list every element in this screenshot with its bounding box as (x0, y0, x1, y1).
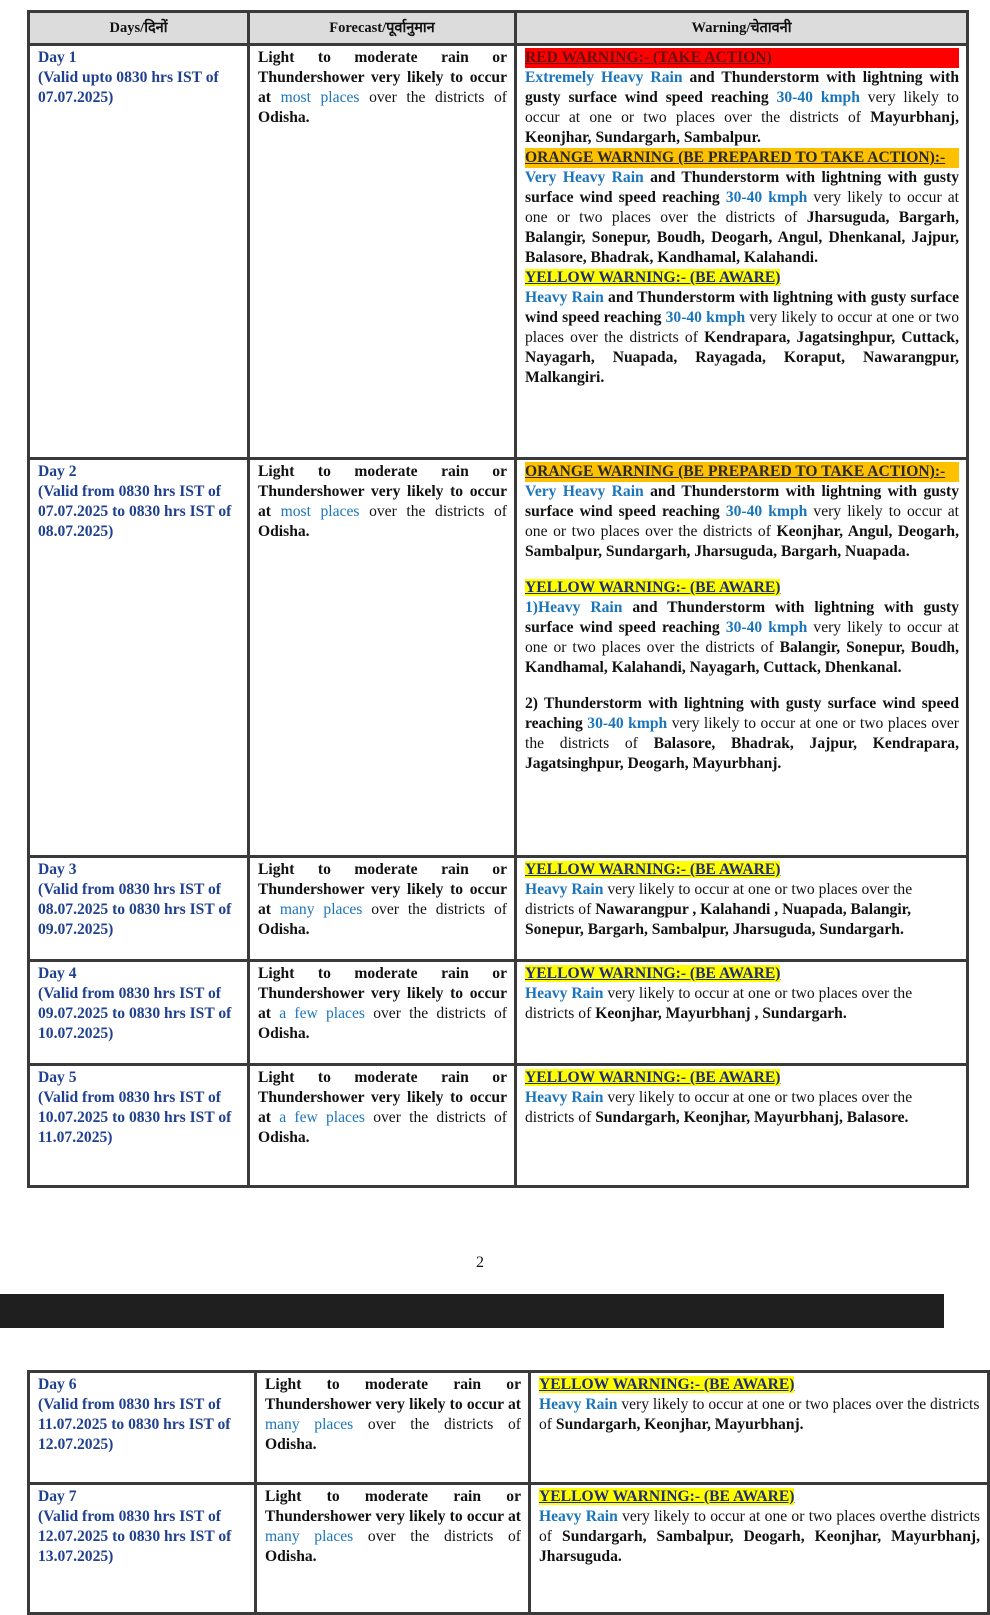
day-label: Day 4 (38, 965, 77, 982)
yellow-warning-badge: YELLOW WARNING:- (BE AWARE) (539, 1488, 795, 1505)
day-label: Day 5 (38, 1069, 77, 1086)
document-page-2 (0, 1328, 980, 1600)
district-list: Keonjhar, Angul, Deogarh, Sambalpur, Sundargarh, Jharsuguda, Bargarh, Nuapada. (525, 523, 959, 560)
forecast-cell: Light to moderate rain or Thundershower very likely to occur at many places over the districts of Odisha. (256, 1484, 530, 1614)
day-validity: (Valid from 0830 hrs IST of 09.07.2025 to 0830 hrs IST of 10.07.2025) (38, 985, 232, 1042)
forecast-warning-table (27, 10, 969, 1188)
district-list: Sundargarh, Sambalpur, Deogarh, Keonjhar, Mayurbhanj, Jharsuguda. (539, 1528, 980, 1565)
table-row (29, 1372, 989, 1484)
forecast-places: many places (279, 901, 363, 918)
day-label: Day 3 (38, 861, 77, 878)
district-list: Sundargarh, Keonjhar, Mayurbhanj, Balasore. (595, 1109, 909, 1126)
yellow-warning-badge: YELLOW WARNING:- (BE AWARE) (539, 1376, 795, 1393)
district-list: Balasore, Bhadrak, Jajpur, Kendrapara, Jagatsinghpur, Deogarh, Mayurbhanj. (525, 735, 959, 772)
forecast-cell: Light to moderate rain or Thundershower very likely to occur at most places over the districts of Odisha. (249, 459, 516, 857)
table-row (29, 1065, 968, 1187)
table-row (29, 961, 968, 1065)
day-cell (29, 1372, 256, 1484)
orange-warning-badge: ORANGE WARNING (BE PREPARED TO TAKE ACTION):- (525, 462, 959, 482)
yellow-warning-badge: YELLOW WARNING:- (BE AWARE) (525, 1069, 781, 1086)
forecast-places: most places (280, 503, 360, 520)
day-cell (29, 961, 249, 1065)
day-validity: (Valid upto 0830 hrs IST of 07.07.2025) (38, 69, 219, 106)
table-row (29, 857, 968, 961)
forecast-cell: Light to moderate rain or Thundershower very likely to occur at a few places over the districts of Odisha. (249, 1065, 516, 1187)
header-days: Days/दिनों (29, 12, 249, 45)
yellow-warning-badge: YELLOW WARNING:- (BE AWARE) (525, 579, 781, 596)
district-list: Mayurbhanj, Keonjhar, Sundargarh, Sambalpur. (525, 109, 959, 146)
forecast-warning-table-continued (27, 1370, 990, 1615)
day-validity: (Valid from 0830 hrs IST of 11.07.2025 to 0830 hrs IST of 12.07.2025) (38, 1396, 231, 1453)
forecast-places: a few places (279, 1005, 365, 1022)
page-number: 2 (476, 1254, 484, 1271)
warning-cell: ORANGE WARNING (BE PREPARED TO TAKE ACTION):- Very Heavy Rain and Thunderstorm with lightning with gusty surface wind speed reaching 30-40 kmph very likely to occur at one or two places over the districts of Keonjhar, Angul, Deogarh, Sambalpur, Sundargarh, Jharsuguda, Bargarh, Nuapada. YELLOW WARNING:- (BE AWARE) 1)Heavy Rain and Thunderstorm with lightning with gusty surface wind speed reaching 30-40 kmph very likely to occur at one or two places over the districts of Balangir, Sonepur, Boudh, Kandhamal, Kalahandi, Nayagarh, Cuttack, Dhenkanal. 2) Thunderstorm with lightning with gusty surface wind speed reaching 30-40 kmph very likely to occur at one or two places over the districts of Balasore, Bhadrak, Jajpur, Kendrapara, Jagatsinghpur, Deogarh, Mayurbhanj. (516, 459, 968, 857)
district-list: Sundargarh, Keonjhar, Mayurbhanj. (555, 1416, 804, 1433)
day-label: Day 7 (38, 1488, 77, 1505)
warning-cell: YELLOW WARNING:- (BE AWARE) Heavy Rain very likely to occur at one or two places overthe districts of Sundargarh, Sambalpur, Deogarh, Keonjhar, Mayurbhanj, Jharsuguda. (530, 1484, 989, 1614)
day-cell (29, 459, 249, 857)
forecast-places: most places (280, 89, 360, 106)
yellow-warning-badge: YELLOW WARNING:- (BE AWARE) (525, 861, 781, 878)
day-validity: (Valid from 0830 hrs IST of 08.07.2025 to 0830 hrs IST of 09.07.2025) (38, 881, 232, 938)
day-cell (29, 1484, 256, 1614)
warning-cell: RED WARNING:- (TAKE ACTION) Extremely Heavy Rain and Thunderstorm with lightning with gusty surface wind speed reaching 30-40 kmph very likely to occur at one or two places over the districts of Mayurbhanj, Keonjhar, Sundargarh, Sambalpur. ORANGE WARNING (BE PREPARED TO TAKE ACTION):- Very Heavy Rain and Thunderstorm with lightning with gusty surface wind speed reaching 30-40 kmph very likely to occur at one or two places over the districts of Jharsuguda, Bargarh, Balangir, Sonepur, Boudh, Deogarh, Angul, Dhenkanal, Jajpur, Balasore, Bhadrak, Kandhamal, Kalahandi. YELLOW WARNING:- (BE AWARE) Heavy Rain and Thunderstorm with lightning with gusty surface wind speed reaching 30-40 kmph very likely to occur at one or two places over the districts of Kendrapara, Jagatsinghpur, Cuttack, Nayagarh, Nuapada, Rayagada, Koraput, Nawarangpur, Malkangiri. (516, 45, 968, 459)
orange-warning-badge: ORANGE WARNING (BE PREPARED TO TAKE ACTION):- (525, 148, 959, 168)
warning-cell: YELLOW WARNING:- (BE AWARE) Heavy Rain very likely to occur at one or two places over the districts of Sundargarh, Keonjhar, Mayurbhanj, Balasore. (516, 1065, 968, 1187)
day-label: Day 6 (38, 1376, 77, 1393)
table-header-row (29, 12, 968, 45)
forecast-cell: Light to moderate rain or Thundershower very likely to occur at most places over the districts of Odisha. (249, 45, 516, 459)
day-cell (29, 1065, 249, 1187)
forecast-places: a few places (279, 1109, 365, 1126)
district-list: Balangir, Sonepur, Boudh, Kandhamal, Kalahandi, Nayagarh, Cuttack, Dhenkanal. (525, 639, 959, 676)
day-cell (29, 45, 249, 459)
district-list: Kendrapara, Jagatsinghpur, Cuttack, Nayagarh, Nuapada, Rayagada, Koraput, Nawarangpur, Malkangiri. (525, 329, 959, 386)
day-validity: (Valid from 0830 hrs IST of 07.07.2025 to 0830 hrs IST of 08.07.2025) (38, 483, 232, 540)
day-validity: (Valid from 0830 hrs IST of 10.07.2025 to 0830 hrs IST of 11.07.2025) (38, 1089, 232, 1146)
forecast-cell: Light to moderate rain or Thundershower very likely to occur at many places over the districts of Odisha. (256, 1372, 530, 1484)
header-forecast: Forecast/पूर्वानुमान (249, 12, 516, 45)
page-divider (0, 1294, 944, 1328)
district-list: Jharsuguda, Bargarh, Balangir, Sonepur, Boudh, Deogarh, Angul, Dhenkanal, Jajpur, Balasore, Bhadrak, Kandhamal, Kalahandi. (525, 209, 959, 266)
day-cell (29, 857, 249, 961)
day-label: Day 2 (38, 463, 77, 480)
table-row (29, 459, 968, 857)
forecast-places: many places (265, 1416, 354, 1433)
day-label: Day 1 (38, 49, 77, 66)
forecast-cell: Light to moderate rain or Thundershower very likely to occur at a few places over the districts of Odisha. (249, 961, 516, 1065)
day-validity: (Valid from 0830 hrs IST of 12.07.2025 to 0830 hrs IST of 13.07.2025) (38, 1508, 232, 1565)
yellow-warning-badge: YELLOW WARNING:- (BE AWARE) (525, 269, 781, 286)
forecast-cell: Light to moderate rain or Thundershower very likely to occur at many places over the districts of Odisha. (249, 857, 516, 961)
district-list: Keonjhar, Mayurbhanj , Sundargarh. (595, 1005, 847, 1022)
yellow-warning-badge: YELLOW WARNING:- (BE AWARE) (525, 965, 781, 982)
forecast-places: many places (265, 1528, 354, 1545)
table-row (29, 45, 968, 459)
warning-cell: YELLOW WARNING:- (BE AWARE) Heavy Rain very likely to occur at one or two places over the districts of Nawarangpur , Kalahandi , Nuapada, Balangir, Sonepur, Bargarh, Sambalpur, Jharsuguda, Sundargarh. (516, 857, 968, 961)
red-warning-badge: RED WARNING:- (TAKE ACTION) (525, 48, 959, 68)
header-warning: Warning/चेतावनी (516, 12, 968, 45)
warning-cell: YELLOW WARNING:- (BE AWARE) Heavy Rain very likely to occur at one or two places over the districts of Sundargarh, Keonjhar, Mayurbhanj. (530, 1372, 989, 1484)
warning-cell: YELLOW WARNING:- (BE AWARE) Heavy Rain very likely to occur at one or two places over the districts of Keonjhar, Mayurbhanj , Sundargarh. (516, 961, 968, 1065)
table-row (29, 1484, 989, 1614)
district-list: Nawarangpur , Kalahandi , Nuapada, Balangir, Sonepur, Bargarh, Sambalpur, Jharsuguda, Sundargarh. (525, 901, 912, 938)
